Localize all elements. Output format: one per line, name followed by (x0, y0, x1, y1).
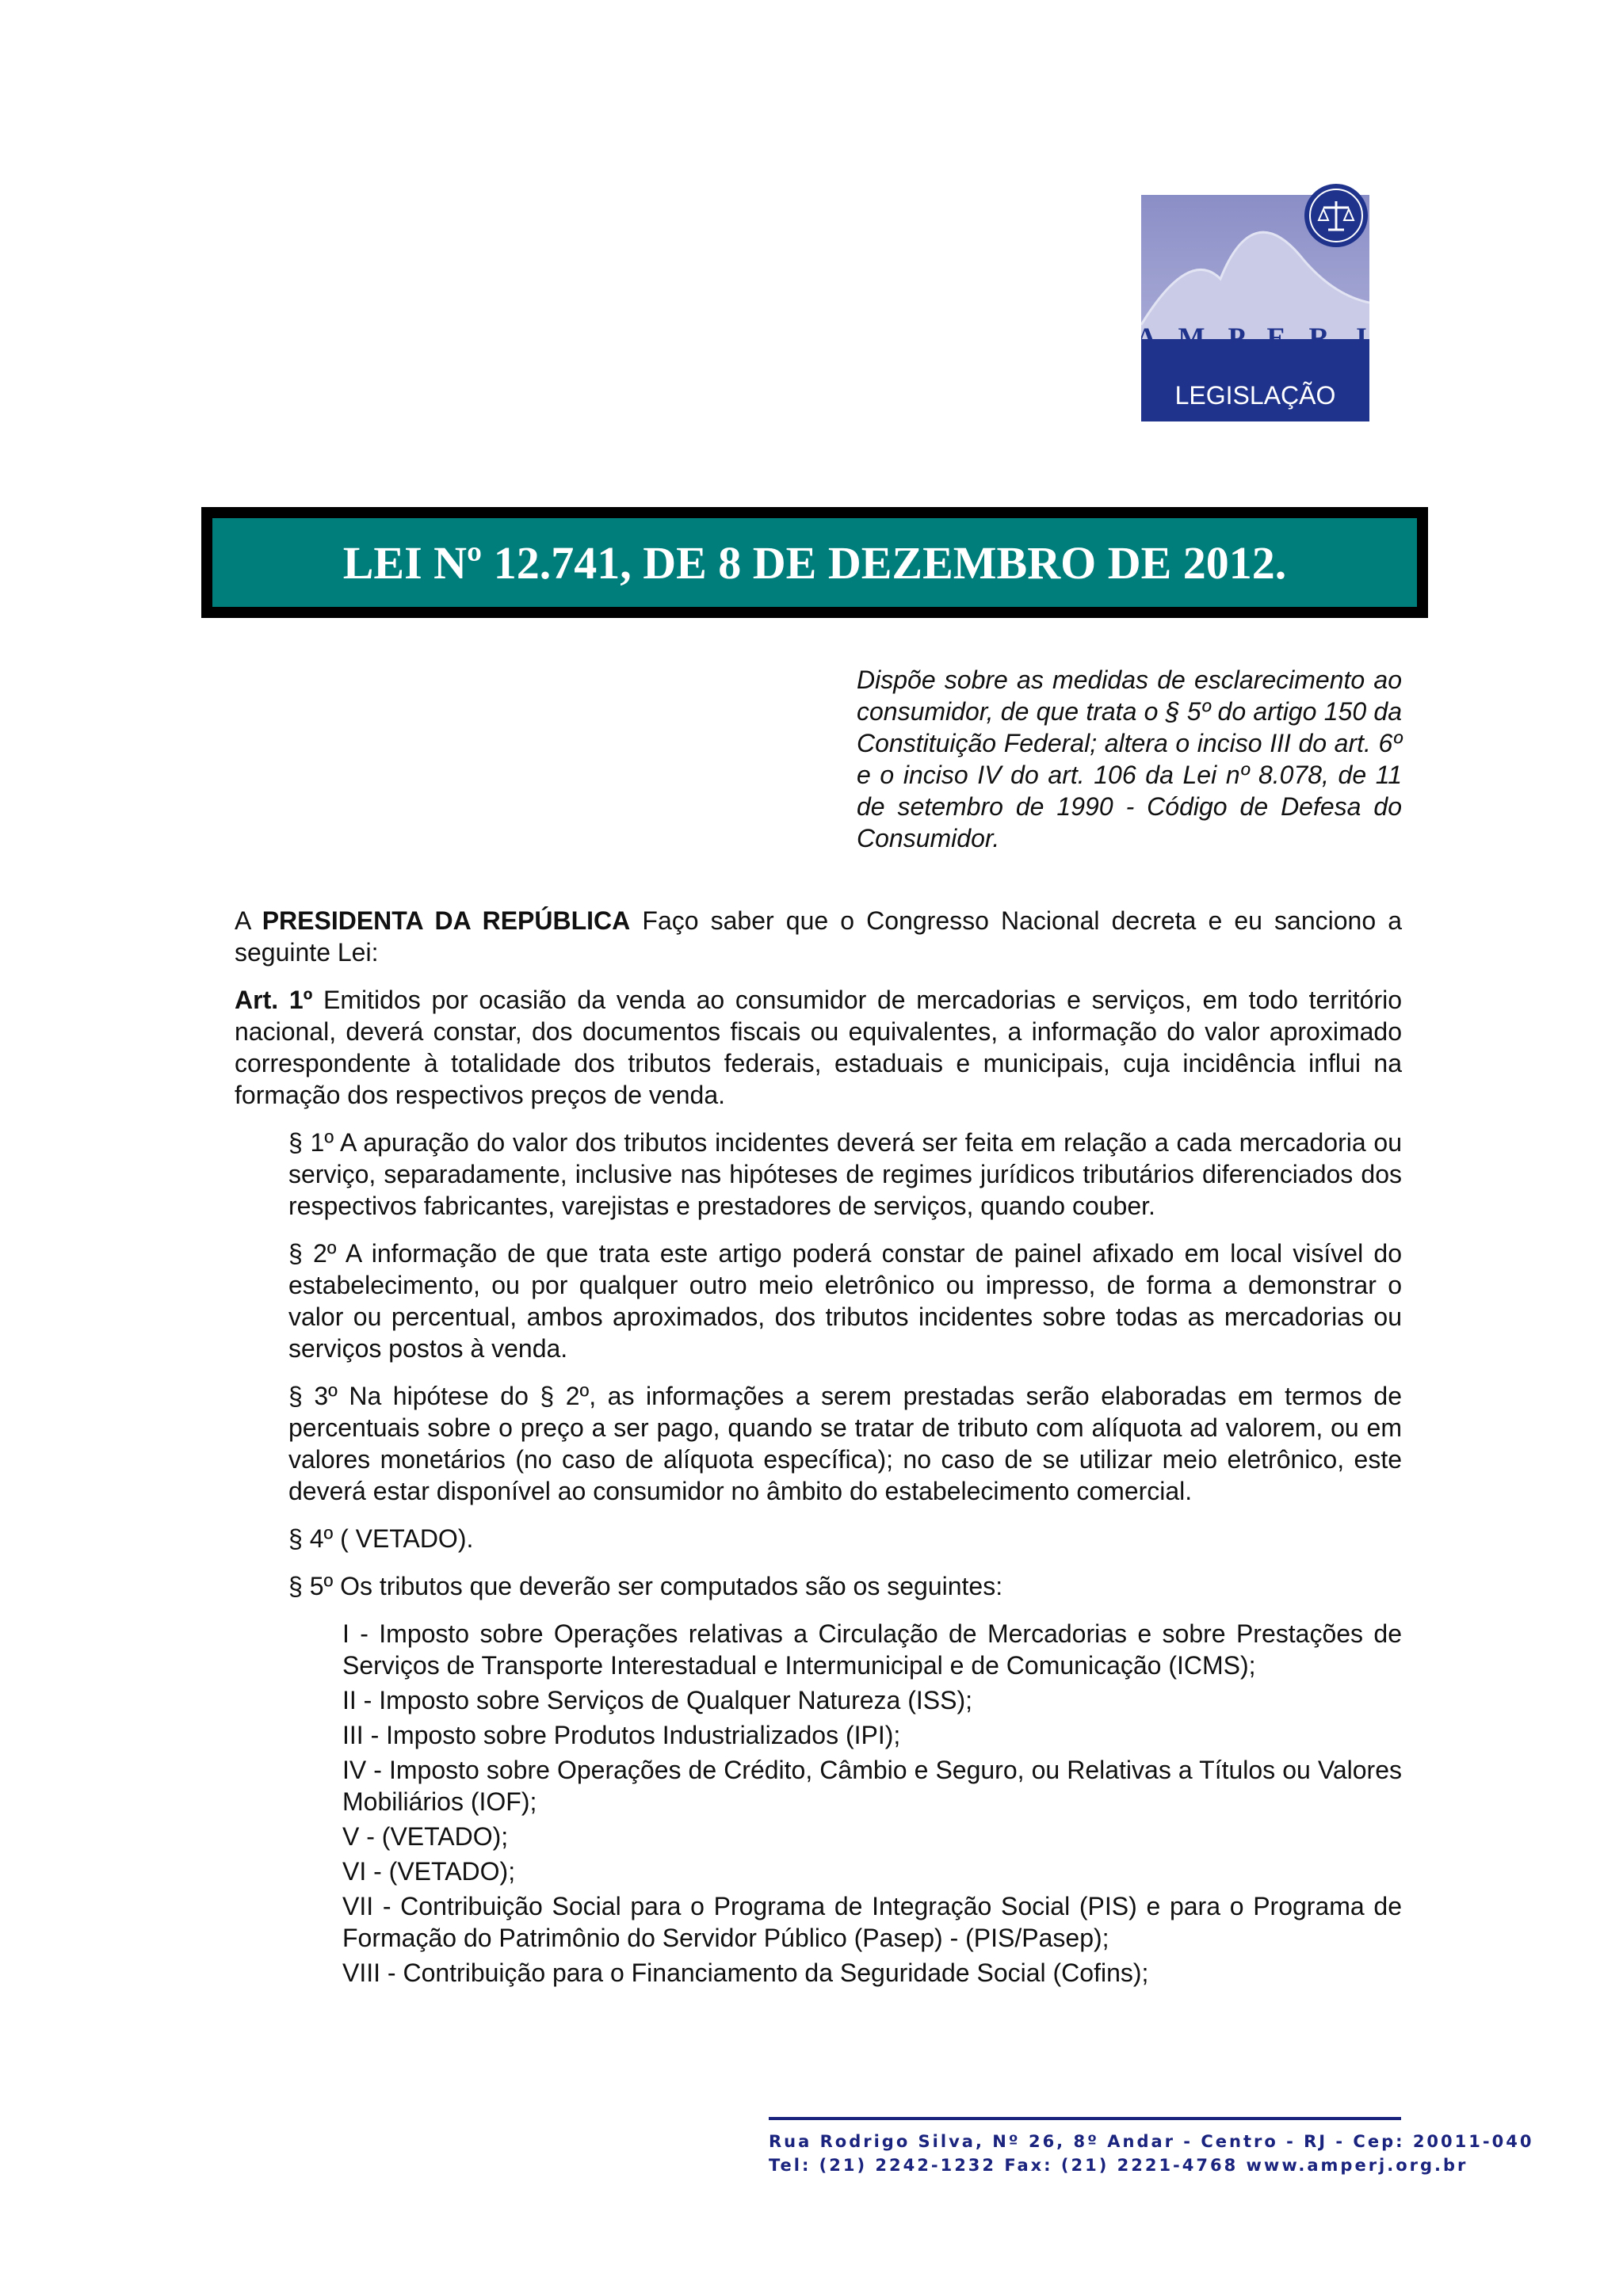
preamble-bold: PRESIDENTA DA REPÚBLICA (262, 906, 631, 935)
list-item: I - Imposto sobre Operações relativas a Circulação de Mercadorias e sobre Prestações de Serviços de Transporte Interestadual e Intermunicipal e de Comunicação (ICMS); (342, 1619, 1402, 1680)
article-1-text: Emitidos por ocasião da venda ao consumidor de mercadorias e serviços, em todo território nacional, deverá constar, dos documentos fiscais ou equivalentes, a informação do valor aproximado correspondente à totalidade dos tributos federais, estaduais e municipais, cuja incidência influi na formação dos respectivos preços de venda. (235, 986, 1403, 1109)
law-title: LEI Nº 12.741, DE 8 DE DEZEMBRO DE 2012. (342, 536, 1287, 589)
preamble-rest: Faço saber que o Congresso Nacional decreta e eu sanciono a seguinte Lei: (235, 906, 1403, 967)
list-item: V - (VETADO); (342, 1822, 509, 1851)
preamble-lead: A (235, 906, 250, 935)
paragraph-5: § 5º Os tributos que deverão ser computados são os seguintes: (288, 1572, 1003, 1600)
list-item: VI - (VETADO); (342, 1857, 516, 1886)
amperj-logo (1141, 184, 1369, 421)
tax-list (342, 1618, 1402, 1989)
page-footer (769, 2117, 1534, 2177)
paragraph-4: § 4º ( VETADO). (288, 1524, 474, 1553)
logo-brand: A M P E R J (1141, 322, 1369, 353)
article-1 (235, 984, 1402, 1111)
law-body (235, 905, 1402, 1992)
law-title-box (201, 507, 1428, 618)
list-item: II - Imposto sobre Serviços de Qualquer Natureza (ISS); (342, 1686, 972, 1714)
scales-of-justice-icon (1304, 184, 1368, 247)
logo-subtitle: LEGISLAÇÃO (1174, 381, 1336, 410)
footer-divider (769, 2117, 1401, 2120)
list-item: VII - Contribuição Social para o Programa de Integração Social (PIS) e para o Programa de Formação do Patrimônio do Servidor Público (Pasep) - (PIS/Pasep); (342, 1892, 1402, 1952)
footer-address: Rua Rodrigo Silva, Nº 26, 8º Andar - Centro - RJ - Cep: 20011-040 (769, 2132, 1534, 2151)
law-title-panel (212, 518, 1417, 607)
paragraph-3: § 3º Na hipótese do § 2º, as informações a serem prestadas serão elaboradas em termos de percentuais sobre o preço a ser pago, quando se tratar de tributo com alíquota ad valorem, ou em valores monetários (no caso de alíquota específica); no caso de se utilizar meio eletrônico, este deverá estar disponível ao consumidor no âmbito do estabelecimento comercial. (288, 1382, 1402, 1505)
amperj-logo-graphic (1141, 184, 1369, 421)
article-1-label: Art. 1º (235, 986, 313, 1014)
paragraph-1: § 1º A apuração do valor dos tributos incidentes deverá ser feita em relação a cada mercadoria ou serviço, separadamente, inclusive nas hipóteses de regimes jurídicos tributários diferenciados dos respectivos fabricantes, varejistas e prestadores de serviços, quando couber. (288, 1128, 1402, 1220)
preamble (235, 905, 1402, 968)
list-item: VIII - Contribuição para o Financiamento da Seguridade Social (Cofins); (342, 1958, 1149, 1987)
paragraph-2: § 2º A informação de que trata este artigo poderá constar de painel afixado em local visível do estabelecimento, ou por qualquer outro meio eletrônico ou impresso, de forma a demonstrar o valor ou percentual, ambos aproximados, dos tributos incidentes sobre todas as mercadorias ou serviços postos à venda. (288, 1239, 1402, 1363)
list-item: IV - Imposto sobre Operações de Crédito, Câmbio e Seguro, ou Relativas a Títulos ou Valores Mobiliários (IOF); (342, 1756, 1402, 1816)
ementa: Dispõe sobre as medidas de esclarecimento ao consumidor, de que trata o § 5º do artigo 150 da Constituição Federal; altera o inciso III do art. 6º e o inciso IV do art. 106 da Lei nº 8.078, de 11 de setembro de 1990 - Código de Defesa do Consumidor. (857, 666, 1402, 852)
footer-contact: Tel: (21) 2242-1232 Fax: (21) 2221-4768 www.amperj.org.br (769, 2156, 1468, 2175)
list-item: III - Imposto sobre Produtos Industrializados (IPI); (342, 1721, 901, 1749)
